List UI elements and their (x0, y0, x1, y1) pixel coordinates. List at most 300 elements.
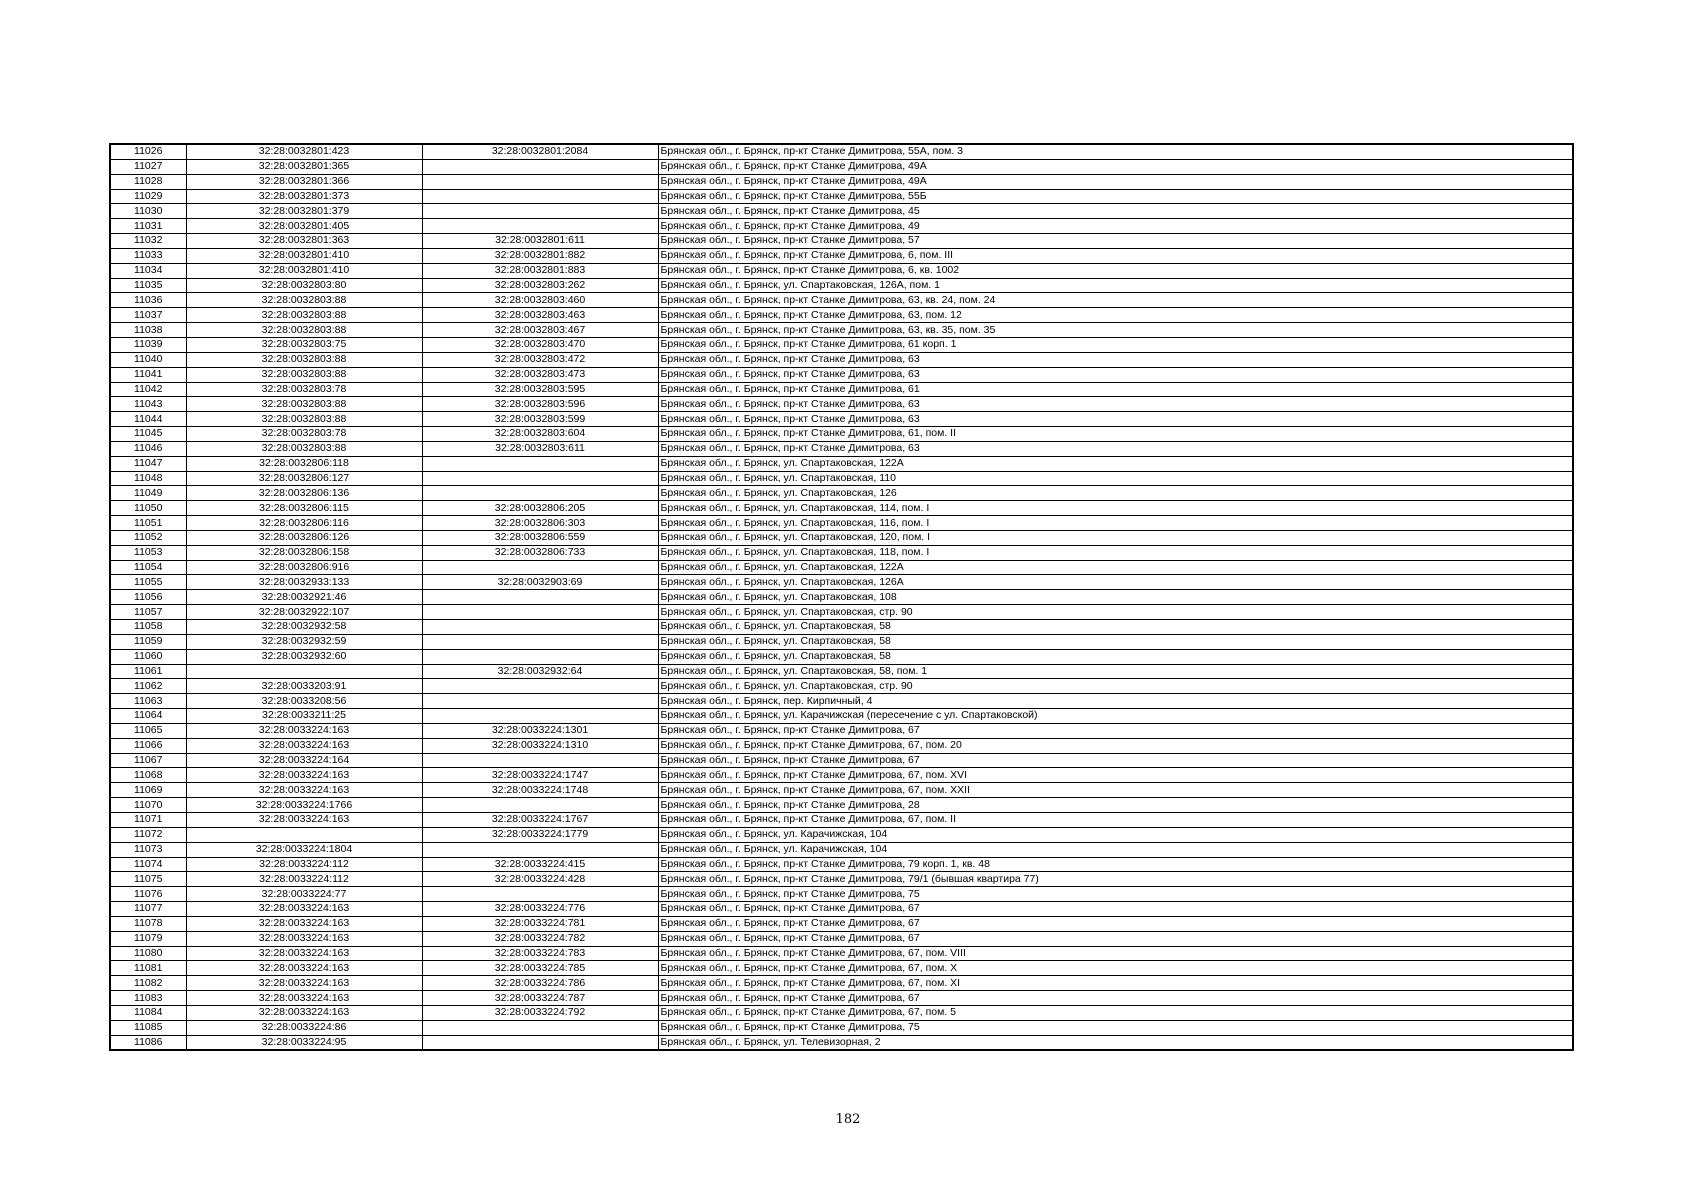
address-cell: Брянская обл., г. Брянск, ул. Спартаковская, стр. 90 (658, 679, 1573, 694)
table-row (110, 427, 1573, 442)
table-row (110, 827, 1573, 842)
page-number: 182 (835, 1112, 861, 1127)
land-cadastral-cell: 32:28:0032806:118 (186, 456, 422, 471)
table-row (110, 694, 1573, 709)
table-row (110, 1020, 1573, 1035)
row-number-cell: 11083 (110, 991, 186, 1006)
land-cadastral-cell: 32:28:0033224:163 (186, 976, 422, 991)
object-cadastral-cell: 32:28:0032932:64 (422, 664, 658, 679)
object-cadastral-cell (422, 456, 658, 471)
object-cadastral-cell (422, 634, 658, 649)
table-row (110, 441, 1573, 456)
address-cell: Брянская обл., г. Брянск, ул. Спартаковская, стр. 90 (658, 605, 1573, 620)
row-number-cell: 11041 (110, 367, 186, 382)
land-cadastral-cell: 32:28:0032806:158 (186, 545, 422, 560)
address-cell: Брянская обл., г. Брянск, пр-кт Станке Димитрова, 45 (658, 204, 1573, 219)
table-row (110, 946, 1573, 961)
row-number-cell: 11077 (110, 902, 186, 917)
object-cadastral-cell: 32:28:0032801:882 (422, 248, 658, 263)
table-row (110, 560, 1573, 575)
address-cell: Брянская обл., г. Брянск, пр-кт Станке Димитрова, 49А (658, 159, 1573, 174)
land-cadastral-cell: 32:28:0032801:410 (186, 263, 422, 278)
object-cadastral-cell (422, 159, 658, 174)
row-number-cell: 11074 (110, 857, 186, 872)
address-cell: Брянская обл., г. Брянск, пр-кт Станке Димитрова, 67, пом. VIII (658, 946, 1573, 961)
row-number-cell: 11039 (110, 337, 186, 352)
object-cadastral-cell (422, 471, 658, 486)
land-cadastral-cell (186, 827, 422, 842)
object-cadastral-cell (422, 605, 658, 620)
land-cadastral-cell: 32:28:0032803:88 (186, 397, 422, 412)
land-cadastral-cell: 32:28:0033224:163 (186, 902, 422, 917)
table-row (110, 664, 1573, 679)
table-row (110, 709, 1573, 724)
object-cadastral-cell (422, 798, 658, 813)
object-cadastral-cell: 32:28:0033224:1310 (422, 738, 658, 753)
row-number-cell: 11081 (110, 961, 186, 976)
address-cell: Брянская обл., г. Брянск, пр-кт Станке Димитрова, 6, пом. III (658, 248, 1573, 263)
address-cell: Брянская обл., г. Брянск, ул. Спартаковская, 58, пом. 1 (658, 664, 1573, 679)
address-cell: Брянская обл., г. Брянск, пр-кт Станке Димитрова, 63, пом. 12 (658, 308, 1573, 323)
table-row (110, 234, 1573, 249)
table-row (110, 916, 1573, 931)
address-cell: Брянская обл., г. Брянск, пр-кт Станке Димитрова, 67, пом. X (658, 961, 1573, 976)
land-cadastral-cell: 32:28:0033224:163 (186, 768, 422, 783)
table-row (110, 144, 1573, 159)
land-cadastral-cell: 32:28:0032803:88 (186, 441, 422, 456)
object-cadastral-cell (422, 842, 658, 857)
table-row (110, 486, 1573, 501)
address-cell: Брянская обл., г. Брянск, пр-кт Станке Димитрова, 61 корп. 1 (658, 337, 1573, 352)
row-number-cell: 11067 (110, 753, 186, 768)
land-cadastral-cell: 32:28:0033224:163 (186, 723, 422, 738)
address-cell: Брянская обл., г. Брянск, пр-кт Станке Димитрова, 57 (658, 234, 1573, 249)
table-row (110, 605, 1573, 620)
land-cadastral-cell: 32:28:0032801:363 (186, 234, 422, 249)
address-cell: Брянская обл., г. Брянск, пр-кт Станке Димитрова, 63, кв. 35, пом. 35 (658, 323, 1573, 338)
land-cadastral-cell: 32:28:0032801:423 (186, 144, 422, 159)
address-cell: Брянская обл., г. Брянск, пр-кт Станке Димитрова, 28 (658, 798, 1573, 813)
object-cadastral-cell: 32:28:0032806:733 (422, 545, 658, 560)
land-cadastral-cell: 32:28:0032806:127 (186, 471, 422, 486)
address-cell: Брянская обл., г. Брянск, пр-кт Станке Димитрова, 67, пом. XVI (658, 768, 1573, 783)
address-cell: Брянская обл., г. Брянск, ул. Спартаковская, 126А, пом. 1 (658, 278, 1573, 293)
table-row (110, 976, 1573, 991)
address-cell: Брянская обл., г. Брянск, ул. Спартаковская, 58 (658, 620, 1573, 635)
row-number-cell: 11040 (110, 352, 186, 367)
address-cell: Брянская обл., г. Брянск, ул. Спартаковская, 122А (658, 560, 1573, 575)
table-row (110, 590, 1573, 605)
table-row (110, 753, 1573, 768)
address-cell: Брянская обл., г. Брянск, ул. Спартаковская, 110 (658, 471, 1573, 486)
address-cell: Брянская обл., г. Брянск, пр-кт Станке Димитрова, 67, пом. XI (658, 976, 1573, 991)
address-cell: Брянская обл., г. Брянск, пр-кт Станке Димитрова, 67, пом. XXII (658, 783, 1573, 798)
row-number-cell: 11079 (110, 931, 186, 946)
table-row (110, 204, 1573, 219)
address-cell: Брянская обл., г. Брянск, пр-кт Станке Димитрова, 55А, пом. 3 (658, 144, 1573, 159)
table-row (110, 887, 1573, 902)
object-cadastral-cell: 32:28:0033224:1747 (422, 768, 658, 783)
row-number-cell: 11034 (110, 263, 186, 278)
row-number-cell: 11042 (110, 382, 186, 397)
table-row (110, 501, 1573, 516)
object-cadastral-cell: 32:28:0032803:467 (422, 323, 658, 338)
address-cell: Брянская обл., г. Брянск, пр-кт Станке Димитрова, 55Б (658, 189, 1573, 204)
table-row (110, 798, 1573, 813)
object-cadastral-cell: 32:28:0032803:460 (422, 293, 658, 308)
address-cell: Брянская обл., г. Брянск, ул. Карачижская (пересечение с ул. Спартаковской) (658, 709, 1573, 724)
land-cadastral-cell: 32:28:0033224:163 (186, 961, 422, 976)
land-cadastral-cell: 32:28:0032801:379 (186, 204, 422, 219)
table-row (110, 263, 1573, 278)
land-cadastral-cell: 32:28:0033224:163 (186, 931, 422, 946)
address-cell: Брянская обл., г. Брянск, пр-кт Станке Димитрова, 67 (658, 753, 1573, 768)
object-cadastral-cell: 32:28:0033224:1748 (422, 783, 658, 798)
table-row (110, 278, 1573, 293)
table-row (110, 723, 1573, 738)
address-cell: Брянская обл., г. Брянск, ул. Карачижская, 104 (658, 842, 1573, 857)
land-cadastral-cell: 32:28:0032922:107 (186, 605, 422, 620)
address-cell: Брянская обл., г. Брянск, ул. Спартаковская, 108 (658, 590, 1573, 605)
row-number-cell: 11075 (110, 872, 186, 887)
object-cadastral-cell (422, 649, 658, 664)
land-cadastral-cell (186, 664, 422, 679)
land-cadastral-cell: 32:28:0033224:163 (186, 991, 422, 1006)
row-number-cell: 11036 (110, 293, 186, 308)
row-number-cell: 11030 (110, 204, 186, 219)
row-number-cell: 11068 (110, 768, 186, 783)
land-cadastral-cell: 32:28:0032801:366 (186, 174, 422, 189)
row-number-cell: 11058 (110, 620, 186, 635)
object-cadastral-cell: 32:28:0033224:1301 (422, 723, 658, 738)
address-cell: Брянская обл., г. Брянск, пр-кт Станке Димитрова, 67, пом. II (658, 812, 1573, 827)
row-number-cell: 11076 (110, 887, 186, 902)
object-cadastral-cell: 32:28:0033224:786 (422, 976, 658, 991)
row-number-cell: 11049 (110, 486, 186, 501)
land-cadastral-cell: 32:28:0032933:133 (186, 575, 422, 590)
land-cadastral-cell: 32:28:0033203:91 (186, 679, 422, 694)
table-row (110, 1005, 1573, 1020)
address-cell: Брянская обл., г. Брянск, пр-кт Станке Димитрова, 61 (658, 382, 1573, 397)
object-cadastral-cell: 32:28:0033224:787 (422, 991, 658, 1006)
table-row (110, 189, 1573, 204)
object-cadastral-cell: 32:28:0032803:604 (422, 427, 658, 442)
table-row (110, 337, 1573, 352)
address-cell: Брянская обл., г. Брянск, пр-кт Станке Димитрова, 67 (658, 931, 1573, 946)
object-cadastral-cell: 32:28:0033224:428 (422, 872, 658, 887)
object-cadastral-cell: 32:28:0032803:472 (422, 352, 658, 367)
land-cadastral-cell: 32:28:0033224:1766 (186, 798, 422, 813)
row-number-cell: 11050 (110, 501, 186, 516)
row-number-cell: 11051 (110, 516, 186, 531)
object-cadastral-cell: 32:28:0033224:415 (422, 857, 658, 872)
object-cadastral-cell (422, 709, 658, 724)
land-cadastral-cell: 32:28:0033224:1804 (186, 842, 422, 857)
address-cell: Брянская обл., г. Брянск, пр-кт Станке Димитрова, 67 (658, 991, 1573, 1006)
land-cadastral-cell: 32:28:0032803:88 (186, 367, 422, 382)
row-number-cell: 11054 (110, 560, 186, 575)
object-cadastral-cell (422, 219, 658, 234)
table-row (110, 397, 1573, 412)
address-cell: Брянская обл., г. Брянск, пр-кт Станке Димитрова, 63 (658, 412, 1573, 427)
object-cadastral-cell: 32:28:0032806:303 (422, 516, 658, 531)
object-cadastral-cell: 32:28:0032803:473 (422, 367, 658, 382)
row-number-cell: 11038 (110, 323, 186, 338)
object-cadastral-cell: 32:28:0033224:792 (422, 1005, 658, 1020)
land-cadastral-cell: 32:28:0032803:88 (186, 308, 422, 323)
object-cadastral-cell: 32:28:0032803:599 (422, 412, 658, 427)
address-cell: Брянская обл., г. Брянск, пр-кт Станке Димитрова, 61, пом. II (658, 427, 1573, 442)
registry-body (110, 144, 1573, 1050)
land-cadastral-cell: 32:28:0032932:59 (186, 634, 422, 649)
address-cell: Брянская обл., г. Брянск, ул. Карачижская, 104 (658, 827, 1573, 842)
object-cadastral-cell (422, 694, 658, 709)
address-cell: Брянская обл., г. Брянск, ул. Телевизорная, 2 (658, 1035, 1573, 1050)
row-number-cell: 11027 (110, 159, 186, 174)
land-cadastral-cell: 32:28:0032806:116 (186, 516, 422, 531)
address-cell: Брянская обл., г. Брянск, ул. Спартаковская, 126 (658, 486, 1573, 501)
land-cadastral-cell: 32:28:0032803:78 (186, 382, 422, 397)
table-row (110, 842, 1573, 857)
registry-table (109, 143, 1574, 1051)
row-number-cell: 11055 (110, 575, 186, 590)
land-cadastral-cell: 32:28:0033211:25 (186, 709, 422, 724)
land-cadastral-cell: 32:28:0032803:88 (186, 293, 422, 308)
land-cadastral-cell: 32:28:0033224:95 (186, 1035, 422, 1050)
land-cadastral-cell: 32:28:0032803:75 (186, 337, 422, 352)
table-row (110, 812, 1573, 827)
row-number-cell: 11080 (110, 946, 186, 961)
row-number-cell: 11069 (110, 783, 186, 798)
row-number-cell: 11032 (110, 234, 186, 249)
table-row (110, 857, 1573, 872)
object-cadastral-cell (422, 620, 658, 635)
table-row (110, 367, 1573, 382)
land-cadastral-cell: 32:28:0032801:405 (186, 219, 422, 234)
land-cadastral-cell: 32:28:0032803:88 (186, 352, 422, 367)
object-cadastral-cell: 32:28:0032801:611 (422, 234, 658, 249)
land-cadastral-cell: 32:28:0033224:163 (186, 916, 422, 931)
address-cell: Брянская обл., г. Брянск, ул. Спартаковская, 126А (658, 575, 1573, 590)
table-row (110, 1035, 1573, 1050)
object-cadastral-cell: 32:28:0032803:470 (422, 337, 658, 352)
land-cadastral-cell: 32:28:0033224:163 (186, 1005, 422, 1020)
table-row (110, 471, 1573, 486)
object-cadastral-cell: 32:28:0032806:559 (422, 530, 658, 545)
object-cadastral-cell: 32:28:0033224:781 (422, 916, 658, 931)
object-cadastral-cell: 32:28:0032803:595 (422, 382, 658, 397)
object-cadastral-cell: 32:28:0032801:883 (422, 263, 658, 278)
table-row (110, 768, 1573, 783)
land-cadastral-cell: 32:28:0033224:112 (186, 857, 422, 872)
table-row (110, 649, 1573, 664)
object-cadastral-cell (422, 679, 658, 694)
land-cadastral-cell: 32:28:0032803:78 (186, 427, 422, 442)
land-cadastral-cell: 32:28:0032801:410 (186, 248, 422, 263)
row-number-cell: 11060 (110, 649, 186, 664)
address-cell: Брянская обл., г. Брянск, пр-кт Станке Димитрова, 79 корп. 1, кв. 48 (658, 857, 1573, 872)
object-cadastral-cell: 32:28:0033224:1779 (422, 827, 658, 842)
table-row (110, 991, 1573, 1006)
land-cadastral-cell: 32:28:0033224:112 (186, 872, 422, 887)
row-number-cell: 11044 (110, 412, 186, 427)
address-cell: Брянская обл., г. Брянск, пр-кт Станке Димитрова, 67, пом. 20 (658, 738, 1573, 753)
row-number-cell: 11078 (110, 916, 186, 931)
row-number-cell: 11086 (110, 1035, 186, 1050)
table-row (110, 456, 1573, 471)
address-cell: Брянская обл., г. Брянск, пр-кт Станке Димитрова, 67 (658, 902, 1573, 917)
row-number-cell: 11059 (110, 634, 186, 649)
object-cadastral-cell (422, 174, 658, 189)
table-row (110, 679, 1573, 694)
address-cell: Брянская обл., г. Брянск, пр-кт Станке Димитрова, 63 (658, 367, 1573, 382)
row-number-cell: 11065 (110, 723, 186, 738)
table-row (110, 174, 1573, 189)
table-row (110, 323, 1573, 338)
table-row (110, 872, 1573, 887)
row-number-cell: 11028 (110, 174, 186, 189)
object-cadastral-cell (422, 1020, 658, 1035)
object-cadastral-cell: 32:28:0032803:611 (422, 441, 658, 456)
object-cadastral-cell: 32:28:0032803:262 (422, 278, 658, 293)
row-number-cell: 11072 (110, 827, 186, 842)
table-row (110, 412, 1573, 427)
row-number-cell: 11073 (110, 842, 186, 857)
land-cadastral-cell: 32:28:0032806:115 (186, 501, 422, 516)
table-row (110, 293, 1573, 308)
row-number-cell: 11085 (110, 1020, 186, 1035)
land-cadastral-cell: 32:28:0032806:136 (186, 486, 422, 501)
row-number-cell: 11045 (110, 427, 186, 442)
land-cadastral-cell: 32:28:0033224:77 (186, 887, 422, 902)
land-cadastral-cell: 32:28:0033224:163 (186, 812, 422, 827)
land-cadastral-cell: 32:28:0032806:126 (186, 530, 422, 545)
address-cell: Брянская обл., г. Брянск, пр-кт Станке Димитрова, 79/1 (бывшая квартира 77) (658, 872, 1573, 887)
object-cadastral-cell (422, 486, 658, 501)
address-cell: Брянская обл., г. Брянск, ул. Спартаковская, 58 (658, 634, 1573, 649)
address-cell: Брянская обл., г. Брянск, пр-кт Станке Димитрова, 6, кв. 1002 (658, 263, 1573, 278)
object-cadastral-cell: 32:28:0033224:776 (422, 902, 658, 917)
land-cadastral-cell: 32:28:0033224:164 (186, 753, 422, 768)
row-number-cell: 11061 (110, 664, 186, 679)
row-number-cell: 11063 (110, 694, 186, 709)
row-number-cell: 11082 (110, 976, 186, 991)
row-number-cell: 11084 (110, 1005, 186, 1020)
table-row (110, 159, 1573, 174)
row-number-cell: 11066 (110, 738, 186, 753)
object-cadastral-cell (422, 204, 658, 219)
row-number-cell: 11070 (110, 798, 186, 813)
address-cell: Брянская обл., г. Брянск, пер. Кирпичный, 4 (658, 694, 1573, 709)
row-number-cell: 11033 (110, 248, 186, 263)
row-number-cell: 11053 (110, 545, 186, 560)
table-row (110, 308, 1573, 323)
row-number-cell: 11062 (110, 679, 186, 694)
row-number-cell: 11056 (110, 590, 186, 605)
land-cadastral-cell: 32:28:0032803:88 (186, 412, 422, 427)
land-cadastral-cell: 32:28:0032801:365 (186, 159, 422, 174)
row-number-cell: 11035 (110, 278, 186, 293)
land-cadastral-cell: 32:28:0033224:86 (186, 1020, 422, 1035)
table-row (110, 634, 1573, 649)
table-row (110, 931, 1573, 946)
land-cadastral-cell: 32:28:0032803:80 (186, 278, 422, 293)
row-number-cell: 11046 (110, 441, 186, 456)
row-number-cell: 11026 (110, 144, 186, 159)
row-number-cell: 11037 (110, 308, 186, 323)
address-cell: Брянская обл., г. Брянск, пр-кт Станке Димитрова, 67 (658, 723, 1573, 738)
address-cell: Брянская обл., г. Брянск, пр-кт Станке Димитрова, 75 (658, 1020, 1573, 1035)
row-number-cell: 11043 (110, 397, 186, 412)
object-cadastral-cell: 32:28:0032801:2084 (422, 144, 658, 159)
address-cell: Брянская обл., г. Брянск, ул. Спартаковская, 120, пом. I (658, 530, 1573, 545)
object-cadastral-cell: 32:28:0032803:596 (422, 397, 658, 412)
land-cadastral-cell: 32:28:0033224:163 (186, 783, 422, 798)
address-cell: Брянская обл., г. Брянск, ул. Спартаковская, 118, пом. I (658, 545, 1573, 560)
land-cadastral-cell: 32:28:0032932:60 (186, 649, 422, 664)
address-cell: Брянская обл., г. Брянск, пр-кт Станке Димитрова, 63 (658, 441, 1573, 456)
object-cadastral-cell: 32:28:0033224:783 (422, 946, 658, 961)
land-cadastral-cell: 32:28:0032932:58 (186, 620, 422, 635)
row-number-cell: 11071 (110, 812, 186, 827)
land-cadastral-cell: 32:28:0032921:46 (186, 590, 422, 605)
address-cell: Брянская обл., г. Брянск, ул. Спартаковская, 116, пом. I (658, 516, 1573, 531)
table-row (110, 530, 1573, 545)
object-cadastral-cell (422, 887, 658, 902)
table-row (110, 738, 1573, 753)
table-row (110, 219, 1573, 234)
row-number-cell: 11031 (110, 219, 186, 234)
object-cadastral-cell (422, 189, 658, 204)
row-number-cell: 11047 (110, 456, 186, 471)
address-cell: Брянская обл., г. Брянск, пр-кт Станке Димитрова, 49 (658, 219, 1573, 234)
table-row (110, 516, 1573, 531)
object-cadastral-cell: 32:28:0033224:782 (422, 931, 658, 946)
row-number-cell: 11057 (110, 605, 186, 620)
object-cadastral-cell (422, 560, 658, 575)
address-cell: Брянская обл., г. Брянск, пр-кт Станке Димитрова, 67 (658, 916, 1573, 931)
land-cadastral-cell: 32:28:0032806:916 (186, 560, 422, 575)
address-cell: Брянская обл., г. Брянск, пр-кт Станке Димитрова, 63, кв. 24, пом. 24 (658, 293, 1573, 308)
address-cell: Брянская обл., г. Брянск, пр-кт Станке Димитрова, 49А (658, 174, 1573, 189)
object-cadastral-cell (422, 590, 658, 605)
object-cadastral-cell: 32:28:0033224:1767 (422, 812, 658, 827)
address-cell: Брянская обл., г. Брянск, пр-кт Станке Димитрова, 63 (658, 397, 1573, 412)
address-cell: Брянская обл., г. Брянск, ул. Спартаковская, 114, пом. I (658, 501, 1573, 516)
row-number-cell: 11052 (110, 530, 186, 545)
table-row (110, 961, 1573, 976)
table-row (110, 783, 1573, 798)
address-cell: Брянская обл., г. Брянск, ул. Спартаковская, 58 (658, 649, 1573, 664)
object-cadastral-cell (422, 753, 658, 768)
land-cadastral-cell: 32:28:0032801:373 (186, 189, 422, 204)
object-cadastral-cell: 32:28:0032903:69 (422, 575, 658, 590)
object-cadastral-cell (422, 1035, 658, 1050)
row-number-cell: 11048 (110, 471, 186, 486)
table-row (110, 382, 1573, 397)
address-cell: Брянская обл., г. Брянск, пр-кт Станке Димитрова, 63 (658, 352, 1573, 367)
table-row (110, 352, 1573, 367)
table-row (110, 902, 1573, 917)
row-number-cell: 11064 (110, 709, 186, 724)
address-cell: Брянская обл., г. Брянск, пр-кт Станке Димитрова, 75 (658, 887, 1573, 902)
land-cadastral-cell: 32:28:0033224:163 (186, 738, 422, 753)
land-cadastral-cell: 32:28:0033208:56 (186, 694, 422, 709)
object-cadastral-cell: 32:28:0032803:463 (422, 308, 658, 323)
land-cadastral-cell: 32:28:0033224:163 (186, 946, 422, 961)
object-cadastral-cell: 32:28:0032806:205 (422, 501, 658, 516)
address-cell: Брянская обл., г. Брянск, пр-кт Станке Димитрова, 67, пом. 5 (658, 1005, 1573, 1020)
